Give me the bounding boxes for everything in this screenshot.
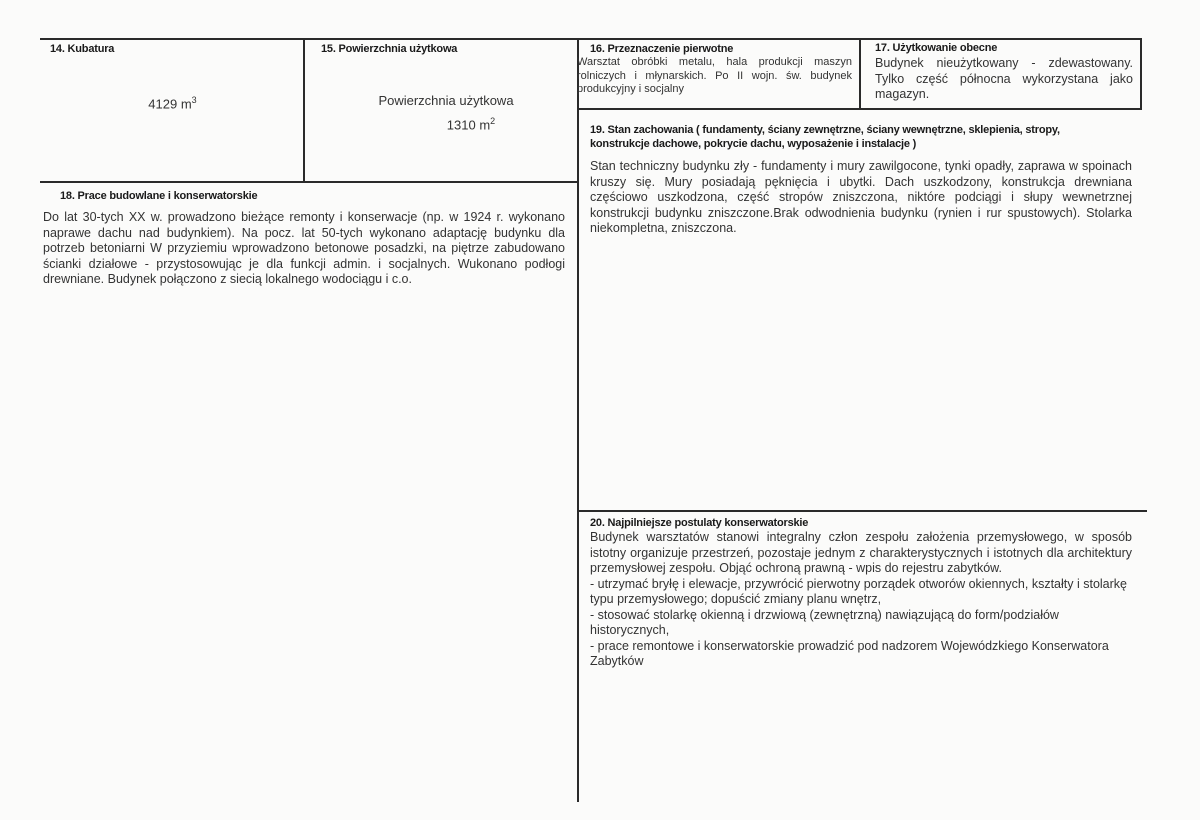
section-heading: 14. Kubatura bbox=[50, 43, 115, 55]
powierzchnia-number: 1310 m bbox=[446, 117, 491, 133]
section-prace-budowlane bbox=[43, 190, 565, 288]
kubatura-unit-exponent: 3 bbox=[191, 95, 197, 105]
list-item: - prace remontowe i konserwatorskie prowadzić pod nadzorem Wojewódzkiego Konserwatora Zabytków bbox=[590, 638, 1109, 668]
list-item: - stosować stolarkę okienną i drzwiową (zewnętrzną) nawiązującą do form/podziałów historycznych, bbox=[590, 607, 1059, 637]
line-above-s20 bbox=[577, 510, 1147, 512]
section-heading: 20. Najpilniejsze postulaty konserwatorskie bbox=[590, 517, 809, 529]
section-postulaty-konserwatorskie bbox=[590, 517, 1132, 670]
powierzchnia-value bbox=[321, 116, 571, 132]
divider-s14-s15 bbox=[303, 38, 305, 182]
section-stan-zachowania bbox=[590, 123, 1132, 237]
divider-s16-s17 bbox=[859, 38, 861, 108]
postulaty-list bbox=[590, 577, 1132, 670]
line-under-s16-s17 bbox=[577, 108, 1141, 110]
kubatura-number: 4129 m bbox=[148, 96, 192, 112]
section-text: Warsztat obróbki metalu, hala produkcji maszyn rolniczych i młynarskich. Po II wojn. św. budynek produkcyjny i socjalny bbox=[577, 56, 852, 95]
section-kubatura bbox=[50, 43, 295, 178]
section-text: Budynek nieużytkowany - zdewastowany. Tylko część północna wykorzystana jako magazyn. bbox=[875, 56, 1133, 101]
section-przeznaczenie-pierwotne bbox=[577, 43, 852, 97]
line-under-s14-s15 bbox=[40, 181, 578, 183]
section-text: Stan techniczny budynku zły - fundamenty i mury zawilgocone, tynki opadły, zaprawa w spoinach kruszy się. Mury posiadają pęknięcia i ubytki. Dach uszkodzony, konstrukcja drewniana częściowo uszkodzona, część stropów zniszczona, niktóre podciągi i słupy wewnetrznej konstrukcji budynku zniszczone.Brak odwodnienia budynku (rynien i rur spustowych). Stolarka niekompletna, zniszczona. bbox=[590, 159, 1132, 235]
section-heading: 16. Przeznaczenie pierwotne bbox=[590, 43, 734, 55]
section-heading: 18. Prace budowlane i konserwatorskie bbox=[60, 190, 258, 202]
section-heading: 17. Użytkowanie obecne bbox=[875, 42, 998, 54]
powierzchnia-label: Powierzchnia użytkowa bbox=[378, 93, 514, 108]
section-text: Do lat 30-tych XX w. prowadzono bieżące remonty i konserwacje (np. w 1924 r. wykonano naprawe dachu nad budynkiem). Na pocz. lat 50-tych wykonano adaptację budynku dla potrzeb betoniarni W przyziemiu wprowadzono betonowe posadzki, na piętrze zabudowano ścianki działowe - przystosowując je dla funkcji admin. i socjalnych. Wukonano podłogi drewniane. Budynek połączono z siecią lokalnego wodociągu i c.o. bbox=[43, 210, 565, 286]
section-intro: Budynek warsztatów stanowi integralny człon zespołu założenia przemysłowego, w sposób istotny organizuje przestrzeń, pozostaje jednym z charakterystycznych i istotnych dla architektury przemysłowej zespołu. Objąć ochroną prawną - wpis do rejestru zabytków. bbox=[590, 530, 1132, 575]
section-uzytkowanie-obecne bbox=[875, 42, 1133, 103]
section-powierzchnia bbox=[321, 43, 571, 178]
center-divider bbox=[577, 38, 579, 802]
section-heading: 19. Stan zachowania ( fundamenty, ściany zewnętrzne, ściany wewnętrzne, sklepienia, stropy, konstrukcje dachowe, pokrycie dachu, wyposażenie i instalacje ) bbox=[590, 124, 1060, 150]
list-item: - utrzymać bryłę i elewacje, przywrócić pierwotny porządek otworów okiennych, kształty i stolarkę typu przemysłowego; dopuścić zmiany planu wnętrz, bbox=[590, 576, 1127, 606]
top-border bbox=[40, 38, 1140, 40]
right-border bbox=[1140, 38, 1142, 110]
powierzchnia-unit-exponent: 2 bbox=[490, 116, 496, 126]
kubatura-value bbox=[50, 95, 295, 111]
section-heading: 15. Powierzchnia użytkowa bbox=[321, 43, 458, 55]
